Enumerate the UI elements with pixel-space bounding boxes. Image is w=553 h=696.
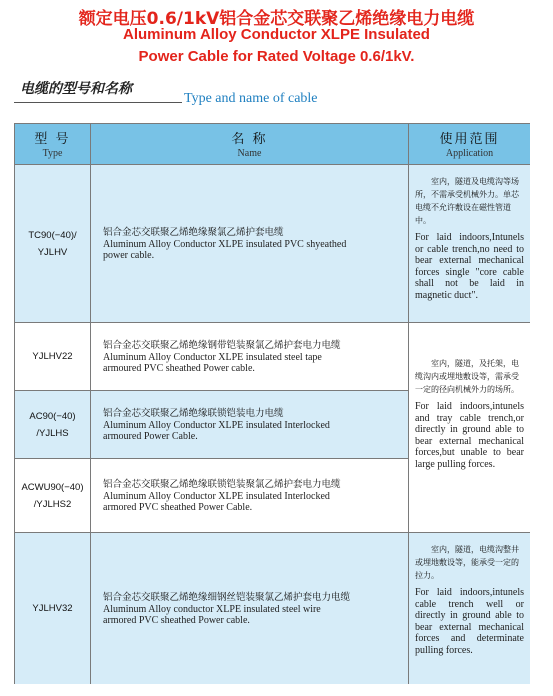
row-4-type: ACWU90(−40) /YJLHS2 [15,459,91,533]
application-1-en: For laid indoors,Intunels or cable trench,no need to bear external mechanical forces single "core cable shall not be laid in magnetic duct". [415,232,524,301]
row-2-name-cn: 铝合金芯交联聚乙烯绝缘钢带铠装聚氯乙烯护套电力电缆 [103,340,341,351]
row-4-name [91,459,409,533]
column-header-application-cn: 使用范围 [439,132,500,147]
row-5-name-en: Aluminum Alloy conductor XLPE insulated steel wire armored PVC sheathed Power cable. [103,604,321,626]
application-3-cn: 室内，隧道，电缆沟整井或埋地敷设等，能承受一定的拉力。 [415,545,519,580]
section-title-cn: 电缆的型号和名称 [20,81,132,97]
row-1-name-cn: 铝合金芯交联聚乙烯绝缘聚氯乙烯护套电缆 [103,227,284,238]
column-header-type [15,124,91,165]
column-header-name-en: Name [237,148,262,159]
application-3-en: For laid indoors,intunels cable trench well or directly in ground able to bear external mechanical forces and determinate pulling forces. [415,587,524,656]
row-2-type: YJLHV22 [15,323,91,391]
column-header-application [409,124,530,165]
row-3-name-cn: 铝合金芯交联聚乙烯绝缘联锁铠装电力电缆 [103,408,284,419]
row-3-name [91,391,409,459]
row-2-name [91,323,409,391]
row-5-name-cn: 铝合金芯交联聚乙烯绝缘细钢丝铠装聚氯乙烯护套电力电缆 [103,592,351,603]
application-2-en: For laid indoors,intunels and tray cable trench,or directly in ground able to bear external mechanical forces,but unable to bear large pulling forces. [415,401,524,470]
row-1-name [91,165,409,323]
application-3 [409,533,530,684]
title-cn: 额定电压0.6/1kV铝合金芯交联聚乙烯绝缘电力电缆 [78,9,475,29]
application-1-cn: 室内，隧道及电缆沟等场所，不需承受机械外力。单芯电缆不允许敷设在磁性管道中。 [415,177,519,225]
column-header-application-en: Application [445,148,494,159]
row-1-name-en: Aluminum Alloy Conductor XLPE insulated PVC shyeathed power cable. [103,239,347,261]
row-4-name-cn: 铝合金芯交联聚乙烯绝缘联锁铠装聚氯乙烯护套电力电缆 [103,479,341,490]
row-2-name-en: Aluminum Alloy Conductor XLPE insulated steel tape armoured PVC sheathed Power cable. [103,352,322,374]
title-en-line1: Aluminum Alloy Conductor XLPE Insulated [123,26,430,43]
column-header-name-cn: 名 称 [231,132,268,147]
section-title-en: Type and name of cable [184,91,318,106]
cable-table [14,123,530,684]
row-1-type: TC90(−40)/ YJLHV [15,165,91,323]
application-2-cn: 室内，隧道，及托架，电缆沟内或埋地敷设等，需承受一定的径向机械外力的场所。 [415,359,519,394]
row-4-name-en: Aluminum Alloy Conductor XLPE insulated Interlocked armored PVC sheathed Power Cable. [103,491,330,513]
column-header-type-cn: 型 号 [34,132,71,147]
application-1 [409,165,530,323]
row-3-name-en: Aluminum Alloy Conductor XLPE insulated Interlocked armoured Power Cable. [103,420,330,442]
application-2 [409,323,530,533]
section-underline [14,102,182,103]
row-3-type: AC90(−40) /YJLHS [15,391,91,459]
column-header-name [91,124,409,165]
row-5-name [91,533,409,684]
title-en-line2: Power Cable for Rated Voltage 0.6/1kV. [138,48,415,65]
row-5-type: YJLHV32 [15,533,91,684]
column-header-type-en: Type [42,148,63,159]
